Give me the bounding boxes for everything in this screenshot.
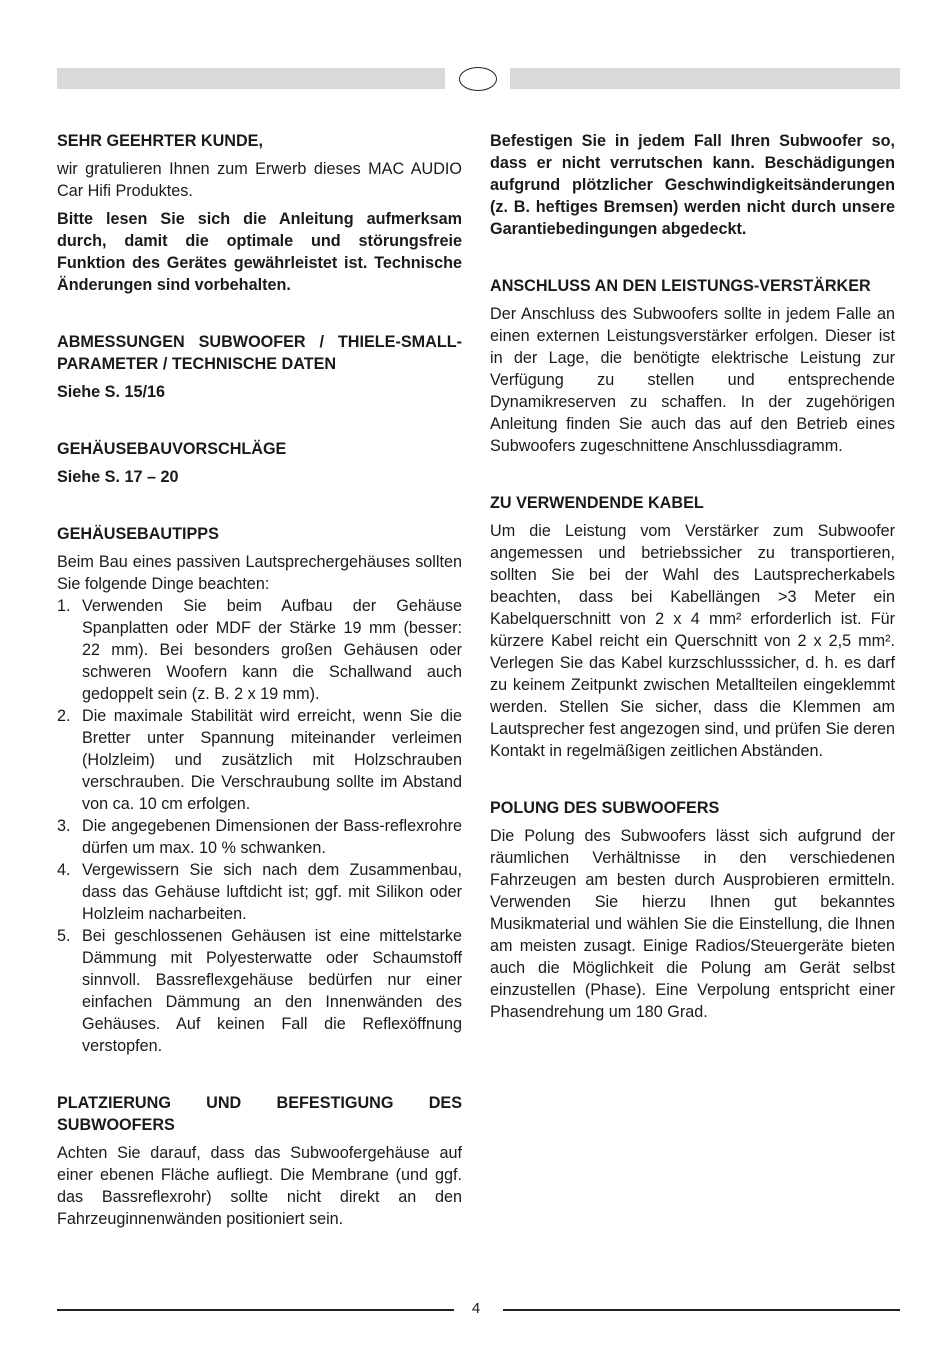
list-item-text: Die maximale Stabilität wird erreicht, wenn Sie die Bretter unter Spannung miteinander verleimen (Holzleim) und zusätzlich mit Holzschrauben verschrauben. Die Verschraubung sollte im Abstand von ca. 10 cm erfolgen. — [82, 707, 462, 813]
list-item-text: Die angegebenen Dimensionen der Bass-reflexrohre dürfen um max. 10 % schwanken. — [82, 817, 462, 857]
dimensions-reference: Siehe S. 15/16 — [57, 383, 165, 401]
tips-intro: Beim Bau eines passiven Lautsprechergehäuses sollten Sie folgende Dinge beachten: — [57, 553, 462, 593]
polarity-title: POLUNG DES SUBWOOFERS — [490, 799, 720, 817]
dimensions-title: ABMESSUNGEN SUBWOOFER / THIELE-SMALL-PARAMETER / TECHNISCHE DATEN — [57, 333, 462, 373]
tips-title: GEHÄUSEBAUTIPPS — [57, 525, 219, 543]
cable-title: ZU VERWENDENDE KABEL — [490, 494, 704, 512]
list-item — [57, 859, 462, 925]
list-item-number: 3. — [57, 817, 71, 835]
amplifier-text: Der Anschluss des Subwoofers sollte in jedem Falle an einen externen Leistungsverstärker erfolgen. Dieser ist in der Lage, die benötigte elektrische Leistung zur Verfügung zu stellen und entsprechende Dynamikreserven zu schaffen. In der zugehörigen Anleitung finden Sie auch das auf den Betrieb eines Subwoofers zugeschnittene Anschlussdiagramm. — [490, 305, 895, 455]
footer-rule-left — [57, 1309, 454, 1311]
greeting-text: wir gratulieren Ihnen zum Erwerb dieses MAC AUDIO Car Hifi Produktes. — [57, 160, 462, 200]
list-item-number: 5. — [57, 927, 71, 945]
footer-rule-right — [503, 1309, 900, 1311]
list-item — [57, 815, 462, 859]
placement-title: PLATZIERUNG UND BEFESTIGUNG DES SUBWOOFERS — [57, 1094, 462, 1134]
tips-list — [57, 595, 462, 1057]
header-bar-left — [57, 68, 445, 89]
greeting-title: SEHR GEEHRTER KUNDE, — [57, 132, 263, 150]
list-item-text: Bei geschlossenen Gehäusen ist eine mittelstarke Dämmung mit Polyesterwatte oder Schaumstoff sinnvoll. Bassreflexgehäuse bedürfen nur einer einfachen Dämmung an den Innenwänden des Gehäuses. Auf keinen Fall die Reflexöffnung verstopfen. — [82, 927, 462, 1055]
placement-text: Achten Sie darauf, dass das Subwoofergehäuse auf einer ebenen Fläche aufliegt. Die Membrane (und ggf. das Bassreflexrohr) sollte nicht direkt an den Fahrzeuginnenwänden positioniert sein. — [57, 1144, 462, 1228]
cable-text: Um die Leistung vom Verstärker zum Subwoofer angemessen und betriebssicher zu transportieren, sollten Sie bei der Wahl des Lautsprecherkabels beachten, dass bei Kabellängen >3 Meter ein Kabelquerschnitt von 2 x 4 mm² erforderlich ist. Für kürzere Kabel reicht ein Querschnitt von 2 x 2,5 mm². Verlegen Sie das Kabel kurzschlusssicher, d. h. es darf zu keinem Zeitpunkt zwischen Metallteilen eingeklemmt werden. Stellen Sie sicher, dass die Klemmen am Lautsprecher fest angezogen sind, und prüfen Sie deren Kontakt in regelmäßigen zeitlichen Abständen. — [490, 522, 895, 760]
fixing-notice: Befestigen Sie in jedem Fall Ihren Subwoofer so, dass er nicht verrutschen kann. Beschädigungen aufgrund plötzlicher Geschwindigkeitsänderungen (z. B. heftiges Bremsen) werden nicht durch unsere Garantiebedingungen abgedeckt. — [490, 132, 895, 238]
list-item — [57, 595, 462, 705]
list-item-text: Verwenden Sie beim Aufbau der Gehäuse Spanplatten oder MDF der Stärke 19 mm (besser: 22 mm). Bei besonders großen Gehäusen oder schweren Woofern kann die Schallwand auch gedoppelt sein (z. B. 2 x 19 mm). — [82, 597, 462, 703]
amplifier-title: ANSCHLUSS AN DEN LEISTUNGS-VERSTÄRKER — [490, 277, 871, 295]
polarity-text: Die Polung des Subwoofers lässt sich aufgrund der räumlichen Verhältnisse in den verschiedenen Fahrzeugen am besten durch Ausprobieren ermitteln. Verwenden Sie hierzu Ihnen gut bekanntes Musikmaterial und wählen Sie die Einstellung, die Ihnen am meisten zusagt. Einige Radios/Steuergeräte bieten auch die Möglichkeit die Polung am Gerät selbst einzustellen (Phase). Eine Verpolung entspricht einer Phasendrehung um 180 Grad. — [490, 827, 895, 1021]
notice-text: Bitte lesen Sie sich die Anleitung aufmerksam durch, damit die optimale und störungsfreie Funktion des Gerätes gewährleistet ist. Technische Änderungen sind vorbehalten. — [57, 210, 462, 294]
header-bar-right — [510, 68, 900, 89]
enclosure-title: GEHÄUSEBAUVORSCHLÄGE — [57, 440, 287, 458]
list-item-number: 4. — [57, 861, 71, 879]
enclosure-reference: Siehe S. 17 – 20 — [57, 468, 179, 486]
right-column — [490, 130, 895, 1023]
list-item — [57, 705, 462, 815]
list-item-number: 1. — [57, 597, 71, 615]
page-number: 4 — [471, 1300, 481, 1317]
left-column — [57, 130, 462, 1230]
list-item-number: 2. — [57, 707, 71, 725]
header-oval-emblem — [459, 67, 497, 91]
list-item-text: Vergewissern Sie sich nach dem Zusammenbau, dass das Gehäuse luftdicht ist; ggf. mit Silikon oder Holzleim nacharbeiten. — [82, 861, 462, 923]
list-item — [57, 925, 462, 1057]
